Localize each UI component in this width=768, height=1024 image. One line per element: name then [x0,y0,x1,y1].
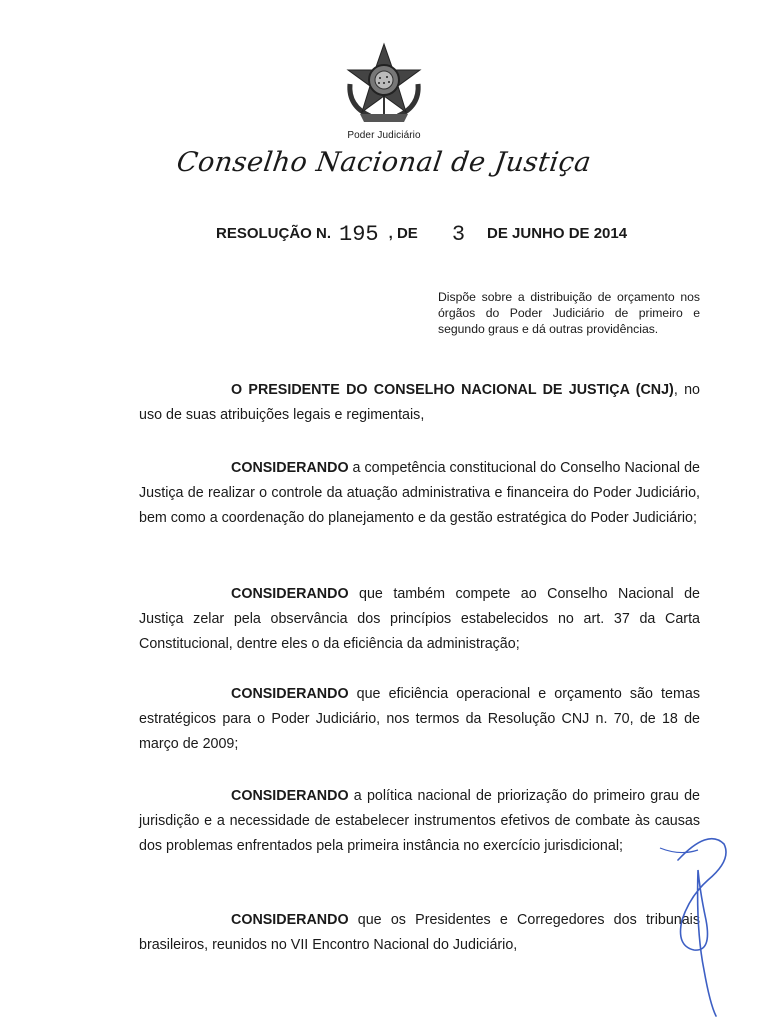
resolution-number: 195 [339,222,379,247]
paragraph-text: que também compete ao Conselho Nacional de Justiça zelar pela observância dos princípios estabelecidos no art. 37 da Carta Constitucional, dentre eles o da eficiência da administração; [139,586,700,652]
paragraph-text: a política nacional de priorização do primeiro grau de jurisdição e a necessidade de estabelecer instrumentos efetivos de combate às causas dos problemas enfrentados pela primeira instância no exercício jurisdicional; [139,788,700,854]
paragraph-text: que os Presidentes e Corregedores dos tribunais brasileiros, reunidos no VII Encontro Nacional do Judiciário, [139,912,700,953]
paragraph-considerando-2 [139,582,700,657]
title-de: , DE [388,225,418,242]
ementa: Dispõe sobre a distribuição de orçamento nos órgãos do Poder Judiciário de primeiro e segundo graus e dá outras providências. [438,290,700,336]
paragraph-lead: O PRESIDENTE DO CONSELHO NACIONAL DE JUSTIÇA (CNJ) [231,382,674,398]
paragraph-considerando-4 [139,784,700,859]
paragraph-preamble [139,378,700,428]
resolution-title [216,222,627,247]
paragraph-text: que eficiência operacional e orçamento são temas estratégicos para o Poder Judiciário, nos termos da Resolução CNJ n. 70, de 18 de março de 2009; [139,686,700,752]
paragraph-considerando-5 [139,908,700,958]
title-suffix: DE JUNHO DE 2014 [487,225,628,242]
resolution-day: 3 [451,222,466,247]
brazil-coat-of-arms-icon [340,40,428,124]
poder-judiciario-label: Poder Judiciário [347,130,421,141]
paragraph-text: , no uso de suas atribuições legais e regimentais, [139,382,700,423]
paragraph-text: a competência constitucional do Conselho Nacional de Justiça de realizar o controle da atuação administrativa e financeira do Poder Judiciário, bem como a coordenação do planejamento e da gestão estratégica do Poder Judiciário; [139,460,700,526]
council-name: Conselho Nacional de Justiça [174,147,594,178]
paragraph-lead: CONSIDERANDO [231,788,349,804]
paragraph-lead: CONSIDERANDO [231,912,349,928]
handwritten-initials [620,820,760,1020]
title-prefix: RESOLUÇÃO N. [216,225,332,242]
paragraph-lead: CONSIDERANDO [231,460,349,476]
paragraph-considerando-3 [139,682,700,757]
paragraph-lead: CONSIDERANDO [231,586,349,602]
letterhead [0,40,768,178]
paragraph-lead: CONSIDERANDO [231,686,349,702]
paragraph-considerando-1 [139,456,700,531]
